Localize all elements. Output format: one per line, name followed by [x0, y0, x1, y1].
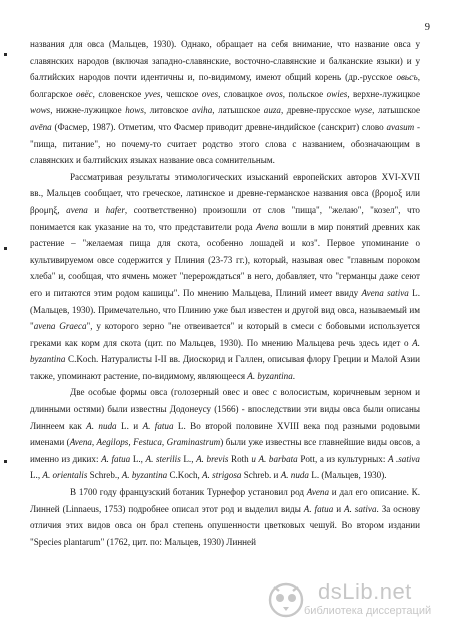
text-run: (Фасмер, 1987). Отметим, что Фасмер приводит древне-индийское (санскрит) слово [51, 121, 387, 132]
watermark-subtitle: библиотека диссертаций [304, 605, 432, 617]
text-run: , словацкое [218, 88, 267, 99]
text-run: Pott, а из культурных: [297, 453, 388, 464]
text-run: L. (Мальцев, 1930). [308, 470, 387, 481]
italic-term: Avena [306, 487, 330, 498]
text-run: , латышское [372, 105, 421, 116]
italic-term: oves [201, 88, 219, 99]
text-run: C.Koch. Натуралисты I-II вв. Диоскорид и Галлен, описывая флору Греции и Малой Азии также, упоминают растение, по-видимому, являющееся [30, 354, 420, 381]
text-run: . [292, 370, 296, 381]
text-run: и дал его описание. К. Линней (Linnaeus, 1753) подробнее описал этот род и выделил виды [30, 487, 421, 514]
body-text [30, 36, 420, 550]
text-run: , польское [282, 88, 327, 99]
text-run: L. Во второй половине XVIII века под разными родовыми именами ( [30, 420, 420, 448]
text-run: L., [180, 453, 197, 464]
margin-mark [4, 247, 7, 250]
text-run: , верхне-лужицкое [347, 88, 420, 99]
text-run: - "пища, питание", но почему-то считает родство этого слова с названием, обозначающим в славянских и балтийских языках название овса сомнительным. [30, 121, 421, 166]
text-run: , чешское [160, 88, 202, 99]
italic-term: avēna [30, 121, 52, 132]
italic-term: avasum [386, 121, 415, 132]
italic-term: avena [66, 204, 88, 215]
italic-term: A. byzantina [247, 370, 293, 381]
text-run: , соответственно) произошли от слов "пища", "желаю", "козел", что понимается как указание на то, что представители рода [30, 204, 420, 232]
italic-term: A. fatua [142, 420, 174, 431]
text-run: ", у которого зерно "не отвеивается" и который в смеси с бобовыми используется греками как корм для скота (цит. по Мальцев, 1930). По мнению Мальцева речь здесь идет о [30, 321, 420, 348]
text-run: Schreb. и [241, 470, 281, 481]
italic-term: Avena sativa [361, 287, 409, 298]
text-run: Две особые формы овса (голозерный овес и овес с волосистым, коричневым зерном и длинными остями) были известны Додонеусу (1566) - впоследствии эти виды овса были описаны Линнеем как [30, 387, 420, 431]
italic-term: owies [326, 88, 348, 99]
italic-term: A. fatua [101, 453, 131, 464]
text-run: , латышское [212, 105, 264, 116]
italic-term: yves [144, 88, 161, 99]
text-run: Рассматривая результаты этимологических изысканий европейских авторов XVI-XVII вв., Мальцев сообщает, что греческое, латинское и древне-германское названия овса (βρομοξ или βρομηξ, [30, 171, 420, 215]
text-run: L., [30, 470, 43, 481]
italic-term: auza [263, 105, 281, 116]
italic-term: и A. barbata [251, 453, 298, 464]
margin-mark [4, 460, 7, 463]
italic-term: A .sativa [387, 453, 420, 464]
italic-term: A. nuda [280, 470, 309, 481]
paragraph [30, 169, 420, 385]
text-run: названия для овса (Мальцев, 1930). Однако, обращает на себя внимание, что название овса у славянских народов (включая западно-славянские, восточно-славянские и балканские языки) и у балтийских народов почти идентичны и, по-видимому, имеют общий корень (др.-русское [30, 39, 420, 83]
text-run: , древне-прусское [280, 105, 355, 116]
italic-term: wows [30, 105, 51, 116]
text-run: вошли в мир понятий древних как растение – "желаемая пища для скота, особенно лошадей и коз". Первое упоминание о культивируемом овсе содержится у Плиния (23-73 гг.), который, называя овес "главным пороком хлеба" и, сообщая, что ячмень может "перерождаться" в него, добавляет, что "германцы даже сеют его и питаются этим родом кашицы". По мнению Мальцева, Плиний имеет ввиду [30, 221, 420, 298]
italic-term: aviha [192, 105, 213, 116]
text-run: L. (Мальцев, 1930). Примечательно, что Плинию уже был известен и другой вид овса, называемый им " [30, 287, 420, 332]
paragraph [30, 384, 420, 484]
italic-term: Avena, Aegilops, Festuca, Graminastrum [69, 437, 221, 448]
text-run: , литовское [143, 105, 193, 116]
text-run: L., [130, 453, 146, 464]
paragraph [30, 484, 420, 550]
text-run: C.Koch, [167, 470, 203, 481]
italic-term: hafer [105, 204, 125, 215]
text-run: . За основу отличия этих видов овса он брал степень опушенности цветковых чешуй. Во втором издании "Species plantarum" (1762, цит. по: Мальцев, 1930) Линней [30, 503, 421, 547]
italic-term: A. sterilis [145, 453, 181, 464]
italic-term: A. byzantina [30, 337, 420, 365]
italic-term: A. sativa [344, 503, 377, 514]
page-number: 9 [424, 22, 430, 33]
italic-term: wyse [354, 105, 373, 116]
italic-term: A. brevis [196, 453, 229, 464]
italic-term: A. nuda [86, 420, 117, 431]
paragraph [30, 36, 420, 169]
margin-mark [4, 53, 7, 56]
italic-term: avena Graeca [33, 321, 87, 332]
text-run: , словенское [92, 88, 145, 99]
text-run: Schreb., [87, 470, 122, 481]
italic-term: A. orientalis [42, 470, 88, 481]
text-run: В 1700 году французский ботаник Турнефор установил род [70, 487, 307, 498]
watermark-logo-text: dsLib.net [318, 579, 412, 604]
watermark [266, 579, 436, 623]
text-run: , нижне-лужицкое [50, 105, 126, 116]
italic-term: овьсъ [396, 72, 418, 83]
text-run: и [87, 204, 106, 215]
italic-term: A. byzantina [121, 470, 168, 481]
italic-term: hows [125, 105, 144, 116]
italic-term: A. strigosa [202, 470, 242, 481]
owl-icon [266, 579, 306, 619]
text-run: ) были уже известны все главнейшие виды овсов, а именно из диких: [30, 437, 420, 464]
text-run: и [333, 503, 345, 514]
italic-term: A. fatua [303, 503, 334, 514]
italic-term: Avena [256, 221, 279, 232]
italic-term: ovos [266, 88, 283, 99]
text-run: Roth [228, 453, 252, 464]
text-run: L. и [116, 420, 143, 431]
text-run: , болгарское [30, 72, 420, 99]
italic-term: овёс [76, 88, 93, 99]
